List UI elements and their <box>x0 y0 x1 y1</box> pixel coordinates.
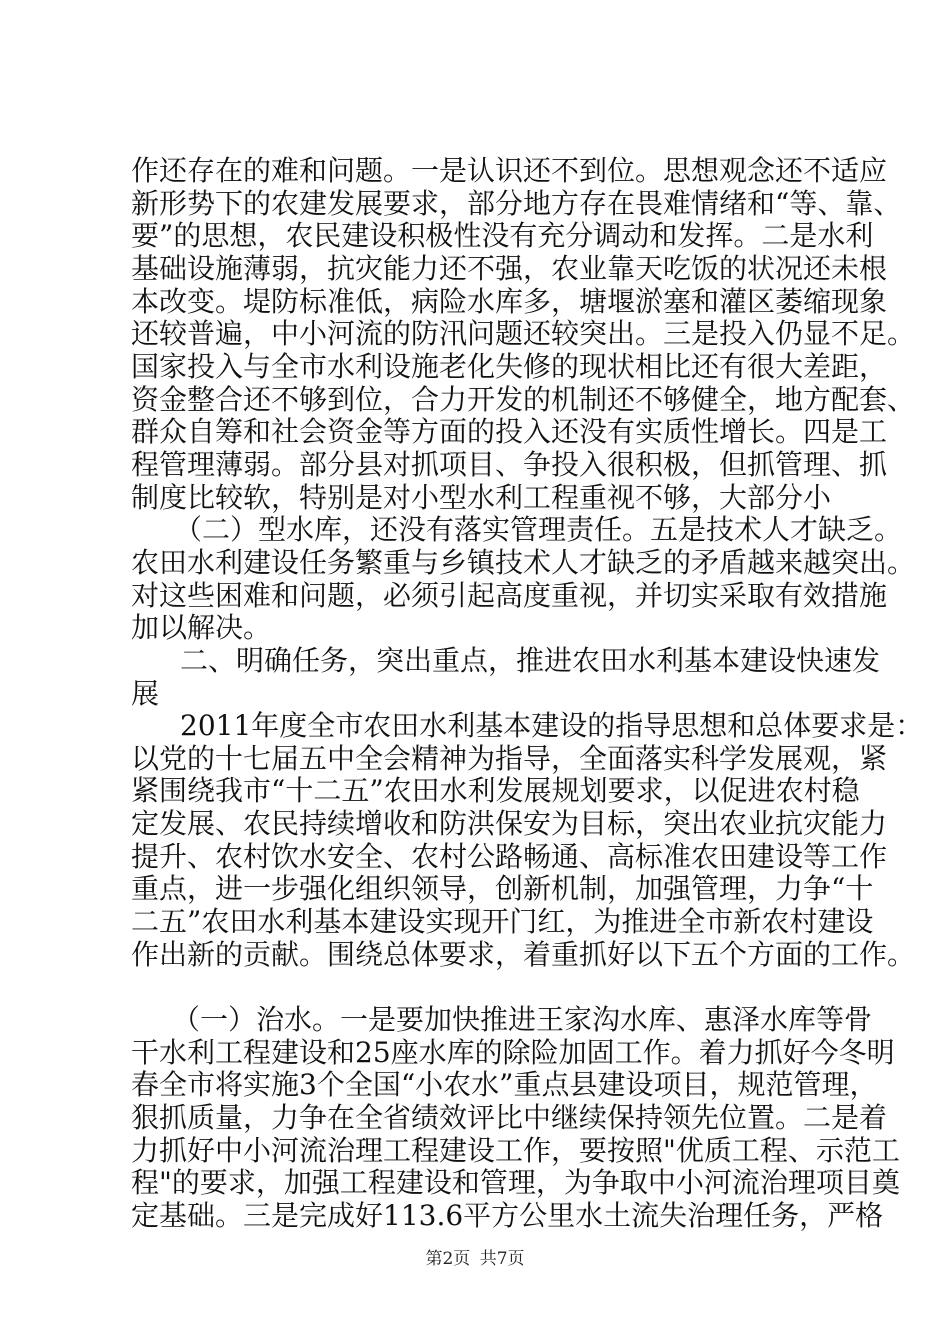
text-line: 二五”农田水利基本建设实现开门红，为推进全市新农村建设 <box>131 905 874 938</box>
text-line: 狠抓质量，力争在全省绩效评比中继续保持领先位置。二是着 <box>131 1101 888 1134</box>
text-line: 重点，进一步强化组织领导，创新机制，加强管理，力争“十 <box>131 872 874 905</box>
text-line: 制度比较软，特别是对小型水利工程重视不够，大部分小 <box>131 481 832 514</box>
text-line: 群众自筹和社会资金等方面的投入还没有实质性增长。四是工 <box>131 415 888 448</box>
text-line: 本改变。堤防标准低，病险水库多，塘堰淤塞和灌区萎缩现象 <box>131 285 888 318</box>
page-total: 共7页 <box>479 1249 525 1269</box>
text-line: 新形势下的农建发展要求，部分地方存在畏难情绪和“等、靠、 <box>131 187 902 220</box>
text-line: 作出新的贡献。围绕总体要求，着重抓好以下五个方面的工作。 <box>131 938 916 971</box>
page-footer <box>0 1248 950 1270</box>
text-line: （二）型水库，还没有落实管理责任。五是技术人才缺乏。 <box>174 513 903 546</box>
text-line: 加以解决。 <box>131 611 272 644</box>
text-line: 二、明确任务，突出重点，推进农田水利基本建设快速发 <box>180 644 881 677</box>
text-line: 展 <box>131 677 160 710</box>
text-line: 力抓好中小河流治理工程建设工作，要按照"优质工程、示范工 <box>131 1134 900 1167</box>
text-line: 以党的十七届五中全会精神为指导，全面落实科学发展观，紧 <box>131 742 888 775</box>
text-line: 还较普遍，中小河流的防汛问题还较突出。三是投入仍显不足。 <box>131 317 916 350</box>
text-line: 农田水利建设任务繁重与乡镇技术人才缺乏的矛盾越来越突出。 <box>131 546 916 579</box>
text-line: 春全市将实施3个全国“小农水”重点县建设项目，规范管理， <box>131 1068 878 1101</box>
text-line: 程管理薄弱。部分县对抓项目、争投入很积极，但抓管理、抓 <box>131 448 888 481</box>
text-line: 要”的思想，农民建设积极性没有充分调动和发挥。二是水利 <box>131 219 874 252</box>
text-line: 对这些困难和问题，必须引起高度重视，并切实采取有效措施 <box>131 579 888 612</box>
text-line: 资金整合还不够到位，合力开发的机制还不够健全，地方配套、 <box>131 383 916 416</box>
text-line: 提升、农村饮水安全、农村公路畅通、高标准农田建设等工作 <box>131 840 888 873</box>
text-line: （一）治水。一是要加快推进王家沟水库、惠泽水库等骨 <box>172 1003 873 1036</box>
text-line: 定基础。三是完成好113.6平方公里水土流失治理任务，严格 <box>131 1199 884 1232</box>
text-line: 基础设施薄弱，抗灾能力还不强，农业靠天吃饭的状况还未根 <box>131 252 888 285</box>
text-line: 作还存在的难和问题。一是认识还不到位。思想观念还不适应 <box>131 154 888 187</box>
text-line: 程"的要求，加强工程建设和管理，为争取中小河流治理项目奠 <box>131 1166 900 1199</box>
text-line: 国家投入与全市水利设施老化失修的现状相比还有很大差距， <box>131 350 888 383</box>
page-number: 第2页 <box>425 1249 471 1269</box>
text-line: 干水利工程建设和25座水库的除险加固工作。着力抓好今冬明 <box>131 1036 895 1069</box>
text-line: 定发展、农民持续增收和防洪保安为目标，突出农业抗灾能力 <box>131 807 888 840</box>
text-line: 2011年度全市农田水利基本建设的指导思想和总体要求是： <box>180 709 924 742</box>
text-line: 紧围绕我市“十二五”农田水利发展规划要求，以促进农村稳 <box>131 774 860 807</box>
